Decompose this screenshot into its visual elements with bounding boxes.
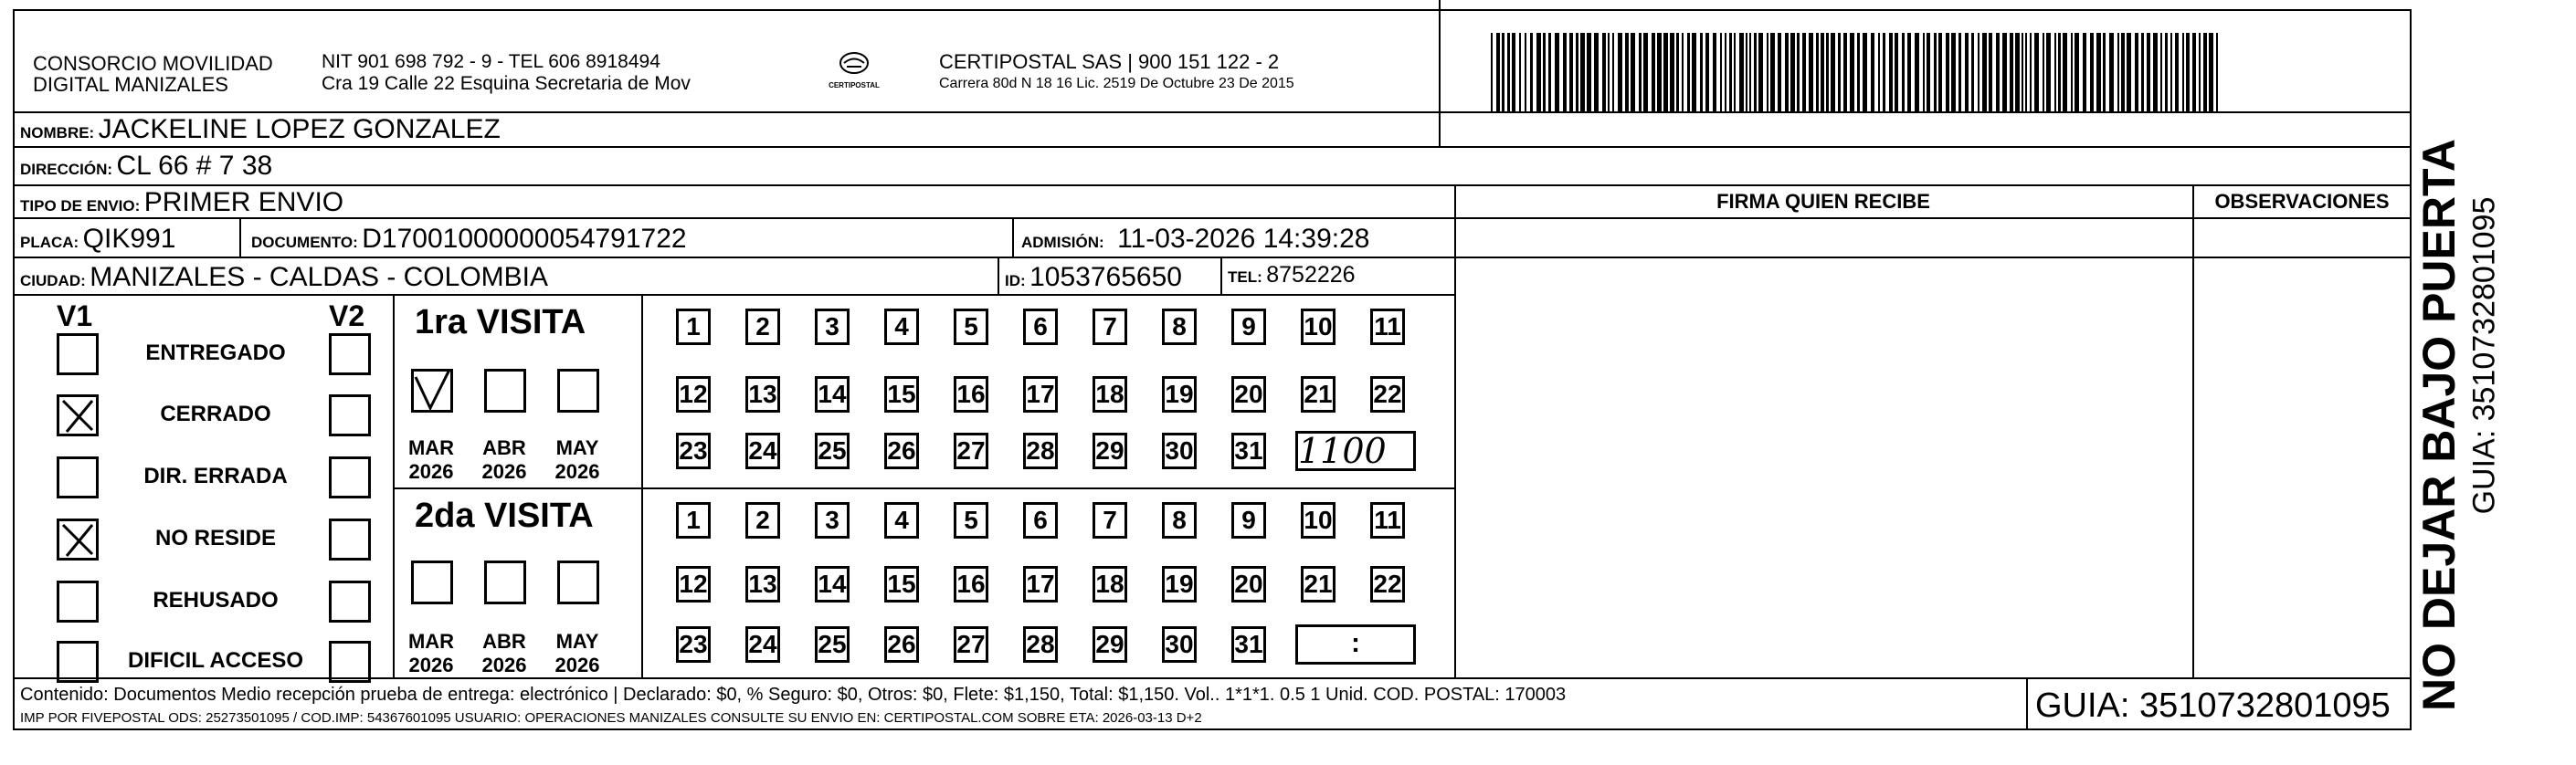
- day-box[interactable]: 25: [815, 433, 850, 469]
- day-box[interactable]: 4: [884, 502, 919, 539]
- barcode-bar: [1878, 33, 1880, 111]
- barcode-bar: [1843, 33, 1847, 111]
- barcode-bar: [1594, 33, 1599, 111]
- first-visit-time-box[interactable]: [1295, 431, 1416, 471]
- barcode-bar: [1543, 33, 1546, 111]
- day-box[interactable]: 20: [1231, 566, 1266, 603]
- address-line: Cra 19 Calle 22 Esquina Secretaria de Mov: [322, 73, 691, 94]
- day-box[interactable]: 19: [1162, 376, 1197, 413]
- barcode-bar: [1838, 33, 1841, 111]
- day-box[interactable]: 18: [1093, 376, 1127, 413]
- day-box[interactable]: 8: [1162, 309, 1197, 345]
- day-box[interactable]: 8: [1162, 502, 1197, 539]
- day-box[interactable]: 31: [1231, 626, 1266, 663]
- day-box[interactable]: 30: [1162, 433, 1197, 469]
- barcode-bar: [1809, 33, 1813, 111]
- barcode-bar: [2096, 33, 2101, 111]
- barcode-bar: [1767, 33, 1768, 111]
- month-label: [550, 630, 605, 677]
- v1-checkbox[interactable]: [57, 581, 99, 623]
- id-divider: [998, 257, 999, 295]
- barcode-bar: [1525, 33, 1526, 111]
- barcode-bar: [1739, 33, 1744, 111]
- day-box[interactable]: 14: [815, 376, 850, 413]
- month-name: ABR: [482, 436, 526, 459]
- barcode-bar: [1496, 33, 1500, 111]
- v2-label: V2: [329, 299, 365, 332]
- center-divider: [1439, 0, 1441, 146]
- day-box[interactable]: 22: [1370, 376, 1405, 413]
- barcode-bar: [1778, 33, 1781, 111]
- direccion-field: [20, 151, 272, 182]
- barcode-bar: [1927, 33, 1930, 111]
- barcode-bar: [1631, 33, 1635, 111]
- month-year: 2026: [481, 460, 527, 483]
- day-box[interactable]: 22: [1370, 566, 1405, 603]
- day-box[interactable]: 10: [1301, 502, 1336, 539]
- admision-divider: [1012, 217, 1014, 257]
- direccion-label: DIRECCIÓN:: [20, 161, 113, 178]
- barcode-bar: [1895, 33, 1898, 111]
- month-year: 2026: [408, 654, 454, 676]
- tel-field: [1228, 262, 1356, 288]
- barcode-bar: [1831, 33, 1835, 111]
- day-box[interactable]: 26: [884, 626, 919, 663]
- day-box[interactable]: 27: [954, 626, 988, 663]
- day-box[interactable]: 1: [676, 309, 711, 345]
- month-label: [404, 436, 459, 484]
- courier-line1: CERTIPOSTAL SAS | 900 151 122 - 2: [939, 50, 1280, 73]
- day-box[interactable]: 14: [815, 566, 850, 603]
- direccion-value: CL 66 # 7 38: [116, 151, 273, 181]
- side-warning: [2412, 9, 2576, 730]
- barcode-bar: [1996, 33, 2000, 111]
- visit-divider: [395, 487, 1454, 489]
- month-checkbox[interactable]: [484, 369, 526, 413]
- admision-field: [1021, 224, 1369, 255]
- barcode-bar: [1682, 33, 1684, 111]
- barcode-bar: [2127, 33, 2131, 111]
- barcode-bar: [1612, 33, 1614, 111]
- barcode-bar: [1587, 33, 1591, 111]
- barcode-bar: [1958, 33, 1961, 111]
- v2-checkbox[interactable]: [329, 581, 371, 623]
- day-box[interactable]: 31: [1231, 433, 1266, 469]
- barcode-bar: [2147, 33, 2150, 111]
- barcode-bar: [2030, 33, 2032, 111]
- day-box[interactable]: 12: [676, 566, 711, 603]
- barcode-bar: [2165, 33, 2168, 111]
- day-box[interactable]: 12: [676, 376, 711, 413]
- barcode-bar: [1563, 33, 1567, 111]
- barcode-bar: [2025, 33, 2027, 111]
- barcode-bar: [1770, 33, 1775, 111]
- barcode-bar: [2103, 33, 2106, 111]
- courier-line2: Carrera 80d N 18 16 Lic. 2519 De Octubre 23 De 2015: [939, 76, 1294, 91]
- month-name: MAR: [407, 630, 455, 653]
- month-label: [404, 630, 459, 677]
- barcode-bar: [2203, 33, 2207, 111]
- barcode-bar: [1816, 33, 1819, 111]
- barcode-bar: [1530, 33, 1533, 111]
- day-box[interactable]: 17: [1023, 566, 1058, 603]
- ciudad-field: [20, 262, 548, 293]
- ciudad-value: MANIZALES - CALDAS - COLOMBIA: [90, 262, 549, 292]
- nit-line: NIT 901 698 792 - 9 - TEL 606 8918494: [322, 51, 660, 72]
- barcode-bar: [2071, 33, 2073, 111]
- day-box[interactable]: 29: [1093, 626, 1127, 663]
- barcode-bar: [1907, 33, 1911, 111]
- nombre-value: JACKELINE LOPEZ GONZALEZ: [98, 114, 501, 144]
- barcode-bar: [2109, 33, 2114, 111]
- day-box[interactable]: 28: [1023, 626, 1058, 663]
- day-box[interactable]: 21: [1301, 566, 1336, 603]
- reason-label: NO RESIDE: [154, 526, 277, 550]
- company-info: [322, 51, 691, 95]
- nombre-field: [20, 114, 501, 145]
- row-line: [13, 184, 2412, 186]
- documento-field: [251, 224, 687, 255]
- firma-left-border: [1454, 184, 1456, 677]
- month-label: [477, 630, 532, 677]
- month-name: MAY: [555, 436, 599, 459]
- day-box[interactable]: 24: [745, 433, 780, 469]
- day-box[interactable]: 10: [1301, 309, 1336, 345]
- month-checkbox[interactable]: [557, 561, 599, 604]
- day-box[interactable]: 25: [815, 626, 850, 663]
- barcode-bar: [2058, 33, 2061, 111]
- barcode-bar: [2186, 33, 2190, 111]
- second-visit-time-box[interactable]: [1295, 624, 1416, 665]
- day-box[interactable]: 4: [884, 309, 919, 345]
- day-box[interactable]: 11: [1370, 309, 1405, 345]
- reason-label: DIFICIL ACCESO: [127, 648, 303, 673]
- barcode-bar: [2075, 33, 2079, 111]
- barcode-bar: [1687, 33, 1690, 111]
- day-box[interactable]: 6: [1023, 502, 1058, 539]
- month-name: MAR: [407, 436, 455, 459]
- logo-text: CERTIPOSTAL: [829, 81, 880, 89]
- placa-divider: [239, 217, 241, 257]
- placa-label: PLACA:: [20, 234, 79, 251]
- barcode-bar: [1519, 33, 1521, 111]
- barcode-bar: [1548, 33, 1551, 111]
- day-box[interactable]: 16: [954, 376, 988, 413]
- day-box[interactable]: 5: [954, 309, 988, 345]
- footer-guia-divider: [2026, 677, 2028, 730]
- barcode: [1491, 33, 2222, 111]
- reason-label: CERRADO: [160, 402, 271, 426]
- firma-header: FIRMA QUIEN RECIBE: [1716, 190, 1930, 213]
- admision-value: 11-03-2026 14:39:28: [1117, 224, 1370, 254]
- day-box[interactable]: 16: [954, 566, 988, 603]
- day-box[interactable]: 15: [884, 376, 919, 413]
- barcode-bar: [2015, 33, 2020, 111]
- v1-checkbox[interactable]: [57, 333, 99, 375]
- no-dejar-text: NO DEJAR BAJO PUERTA: [2413, 139, 2465, 711]
- row-line: [13, 217, 2412, 219]
- barcode-bar: [1989, 33, 1992, 111]
- day-box[interactable]: 23: [676, 626, 711, 663]
- day-box[interactable]: 28: [1023, 433, 1058, 469]
- barcode-bar: [2170, 33, 2172, 111]
- barcode-bar: [1652, 33, 1655, 111]
- barcode-bar: [1790, 33, 1795, 111]
- barcode-bar: [2117, 33, 2119, 111]
- barcode-bar: [1676, 33, 1679, 111]
- month-year: 2026: [408, 460, 454, 483]
- barcode-bar: [1576, 33, 1578, 111]
- barcode-bar: [2034, 33, 2039, 111]
- v1-checkbox[interactable]: [57, 519, 99, 561]
- barcode-bar: [2010, 33, 2013, 111]
- day-box[interactable]: 21: [1301, 376, 1336, 413]
- barcode-bar: [1663, 33, 1668, 111]
- guia-vertical: GUIA: 3510732801095: [2466, 196, 2502, 515]
- documento-value: D17001000000054791722: [362, 224, 687, 254]
- second-visit-time: :: [1351, 628, 1360, 658]
- day-box[interactable]: 29: [1093, 433, 1127, 469]
- barcode-bar: [1507, 33, 1510, 111]
- barcode-bar: [1512, 33, 1515, 111]
- id-field: [1005, 262, 1182, 293]
- barcode-bar: [1729, 33, 1732, 111]
- ciudad-label: CIUDAD:: [20, 272, 86, 289]
- documento-label: DOCUMENTO:: [251, 234, 358, 251]
- barcode-bar: [1889, 33, 1893, 111]
- months-divider: [641, 294, 643, 677]
- month-year: 2026: [481, 654, 527, 676]
- barcode-bar: [2063, 33, 2067, 111]
- barcode-bar: [2199, 33, 2201, 111]
- admision-label: ADMISIÓN:: [1021, 234, 1104, 251]
- barcode-bar: [1536, 33, 1541, 111]
- company-line1: CONSORCIO MOVILIDAD: [33, 52, 273, 75]
- footer-guia: GUIA: 3510732801095: [2035, 686, 2391, 725]
- placa-value: QIK991: [82, 224, 176, 254]
- first-visit-title: 1ra VISITA: [415, 303, 586, 341]
- barcode-bar: [2192, 33, 2196, 111]
- company-line2: DIGITAL MANIZALES: [33, 73, 228, 96]
- tipo-label: TIPO DE ENVIO:: [20, 197, 141, 215]
- day-box[interactable]: 13: [745, 566, 780, 603]
- barcode-bar: [2043, 33, 2044, 111]
- barcode-bar: [1971, 33, 1974, 111]
- barcode-bar: [1670, 33, 1674, 111]
- barcode-bar: [2090, 33, 2094, 111]
- day-box[interactable]: 24: [745, 626, 780, 663]
- barcode-bar: [1946, 33, 1949, 111]
- second-visit-title: 2da VISITA: [415, 497, 594, 535]
- observaciones-border: [2192, 184, 2194, 677]
- day-box[interactable]: 7: [1093, 502, 1127, 539]
- day-box[interactable]: 1: [676, 502, 711, 539]
- barcode-bar: [1625, 33, 1629, 111]
- month-checkbox[interactable]: [411, 561, 453, 604]
- barcode-bar: [1569, 33, 1573, 111]
- barcode-bar: [1734, 33, 1736, 111]
- barcode-bar: [2002, 33, 2007, 111]
- barcode-bar: [2121, 33, 2125, 111]
- day-box[interactable]: 17: [1023, 376, 1058, 413]
- barcode-bar: [2216, 33, 2218, 111]
- v1-checkbox[interactable]: [57, 394, 99, 436]
- barcode-bar: [1639, 33, 1642, 111]
- barcode-bar: [1555, 33, 1559, 111]
- barcode-bar: [1978, 33, 1980, 111]
- observaciones-area[interactable]: [2196, 221, 2408, 676]
- day-box[interactable]: 3: [815, 309, 850, 345]
- barcode-bar: [2141, 33, 2144, 111]
- barcode-bar: [1902, 33, 1905, 111]
- day-box[interactable]: 23: [676, 433, 711, 469]
- barcode-bar: [2083, 33, 2086, 111]
- footer-imp: IMP POR FIVEPOSTAL ODS: 25273501095 / COD.IMP: 54367601095 USUARIO: OPERACIONES MANIZALES CONSULTE SU ENVIO EN: CERTIPOSTAL.COM SOBRE ETA: 2026-03-13 D+2: [20, 710, 1202, 726]
- barcode-bar: [2046, 33, 2051, 111]
- barcode-bar: [2175, 33, 2179, 111]
- day-box[interactable]: 5: [954, 502, 988, 539]
- reason-label: DIR. ERRADA: [143, 464, 288, 488]
- day-box[interactable]: 19: [1162, 566, 1197, 603]
- tipo-value: PRIMER ENVIO: [143, 187, 344, 217]
- barcode-bar: [1938, 33, 1942, 111]
- barcode-bar: [1826, 33, 1829, 111]
- barcode-bar: [1746, 33, 1747, 111]
- barcode-bar: [1863, 33, 1867, 111]
- day-box[interactable]: 9: [1231, 502, 1266, 539]
- v1-label: V1: [57, 299, 93, 332]
- reason-label: REHUSADO: [153, 588, 279, 613]
- v2-checkbox[interactable]: [329, 333, 371, 375]
- day-box[interactable]: 30: [1162, 626, 1197, 663]
- barcode-bar: [1797, 33, 1800, 111]
- month-year: 2026: [554, 460, 600, 483]
- barcode-bar: [1749, 33, 1751, 111]
- barcode-bar: [1850, 33, 1854, 111]
- company-name: [33, 53, 273, 95]
- day-box[interactable]: 27: [954, 433, 988, 469]
- barcode-bar: [1713, 33, 1716, 111]
- courier-info: [939, 49, 1294, 94]
- day-box[interactable]: 26: [884, 433, 919, 469]
- barcode-bar: [1857, 33, 1860, 111]
- barcode-bar: [1502, 33, 1504, 111]
- day-box[interactable]: 7: [1093, 309, 1127, 345]
- day-box[interactable]: 9: [1231, 309, 1266, 345]
- reason-label: ENTREGADO: [145, 341, 286, 365]
- tel-label: TEL:: [1228, 268, 1262, 286]
- barcode-bar: [1700, 33, 1703, 111]
- barcode-bar: [1602, 33, 1606, 111]
- tel-value: 8752226: [1266, 262, 1356, 288]
- barcode-bar: [1923, 33, 1925, 111]
- barcode-bar: [1883, 33, 1885, 111]
- month-checkbox[interactable]: [557, 369, 599, 413]
- placa-field: [20, 224, 175, 255]
- day-box[interactable]: 18: [1093, 566, 1127, 603]
- barcode-bar: [1491, 33, 1493, 111]
- barcode-bar: [1657, 33, 1662, 111]
- barcode-bar: [2160, 33, 2162, 111]
- barcode-bar: [1821, 33, 1824, 111]
- month-checkbox[interactable]: [411, 369, 453, 413]
- day-box[interactable]: 2: [745, 309, 780, 345]
- row-line: [13, 294, 1454, 296]
- v2-checkbox[interactable]: [329, 456, 371, 498]
- v2-checkbox[interactable]: [329, 394, 371, 436]
- barcode-bar: [1725, 33, 1726, 111]
- first-visit-time: 1100: [1298, 431, 1387, 471]
- barcode-bar: [1915, 33, 1919, 111]
- v2-checkbox[interactable]: [329, 519, 371, 561]
- barcode-bar: [1720, 33, 1722, 111]
- barcode-bar: [2022, 33, 2023, 111]
- nombre-label: NOMBRE:: [20, 124, 95, 141]
- day-box[interactable]: 13: [745, 376, 780, 413]
- barcode-bar: [1705, 33, 1709, 111]
- observaciones-header: OBSERVACIONES: [2214, 190, 2390, 213]
- barcode-bar: [1754, 33, 1757, 111]
- row-line: [13, 146, 2412, 148]
- barcode-bar: [1965, 33, 1969, 111]
- checks-divider: [393, 294, 395, 677]
- barcode-bar: [1934, 33, 1937, 111]
- barcode-bar: [2054, 33, 2056, 111]
- month-name: MAY: [555, 630, 599, 653]
- barcode-bar: [2209, 33, 2213, 111]
- month-name: ABR: [482, 630, 526, 653]
- footer-line: [13, 677, 2412, 679]
- day-box[interactable]: 2: [745, 502, 780, 539]
- month-checkbox[interactable]: [484, 561, 526, 604]
- signature-area[interactable]: [1458, 221, 2191, 676]
- certipostal-logo: [813, 49, 895, 97]
- day-box[interactable]: 20: [1231, 376, 1266, 413]
- barcode-bar: [1982, 33, 1987, 111]
- day-box[interactable]: 6: [1023, 309, 1058, 345]
- id-value: 1053765650: [1029, 262, 1182, 292]
- day-box[interactable]: 3: [815, 502, 850, 539]
- barcode-bar: [1692, 33, 1696, 111]
- barcode-bar: [2153, 33, 2158, 111]
- logo-icon: [836, 49, 872, 77]
- barcode-bar: [1608, 33, 1610, 111]
- barcode-bar: [1802, 33, 1806, 111]
- barcode-bar: [1951, 33, 1956, 111]
- day-box[interactable]: 15: [884, 566, 919, 603]
- barcode-bar: [1785, 33, 1789, 111]
- month-year: 2026: [554, 654, 600, 676]
- barcode-bar: [1643, 33, 1648, 111]
- tipo-field: [20, 187, 343, 218]
- barcode-bar: [2135, 33, 2138, 111]
- row-line: [13, 111, 2412, 113]
- footer-contenido: Contenido: Documentos Medio recepción prueba de entrega: electrónico | Declarado: $0, % Seguro: $0, Otros: $0, Flete: $1,150, Total: $1,150. Vol.. 1*1*1. 0.5 1 Unid. COD. POSTAL: 170003: [20, 685, 1567, 705]
- tel-divider: [1220, 257, 1222, 295]
- month-label: [477, 436, 532, 484]
- barcode-bar: [1758, 33, 1763, 111]
- id-label: ID:: [1005, 272, 1026, 289]
- v1-checkbox[interactable]: [57, 456, 99, 498]
- barcode-bar: [1871, 33, 1874, 111]
- barcode-bar: [1618, 33, 1622, 111]
- barcode-bar: [2182, 33, 2184, 111]
- day-box[interactable]: 11: [1370, 502, 1405, 539]
- month-label: [550, 436, 605, 484]
- barcode-bar: [1580, 33, 1585, 111]
